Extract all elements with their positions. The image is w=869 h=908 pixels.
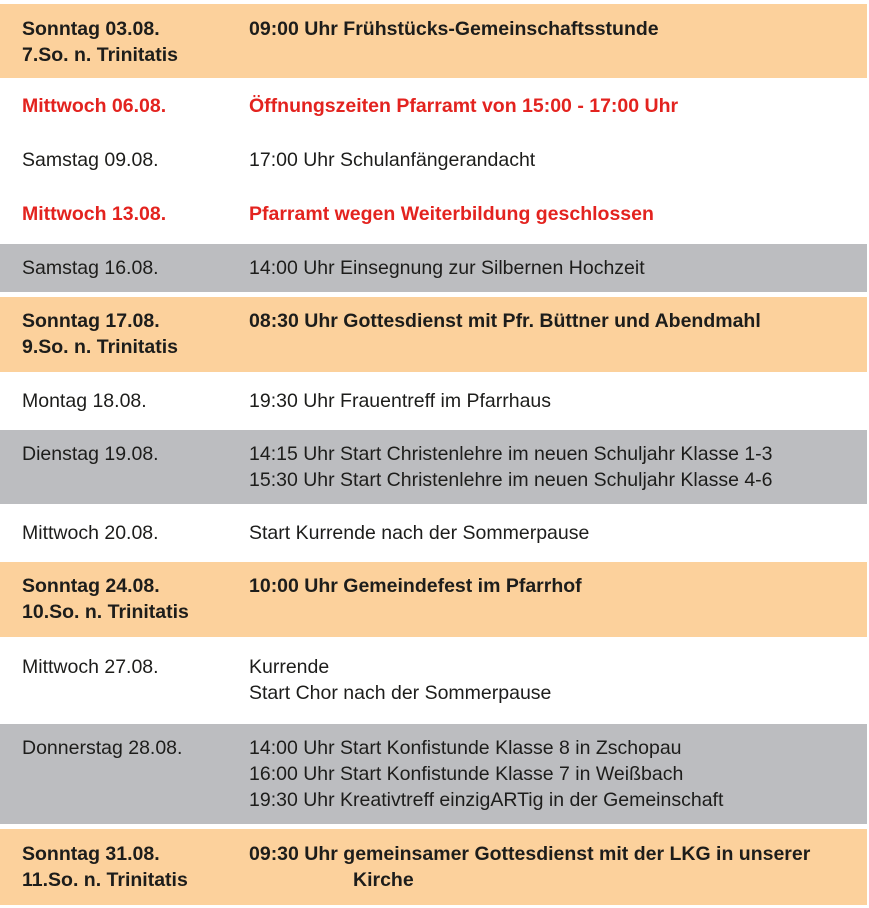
- row-event: 09:30 Uhr gemeinsamer Gottesdienst mit der LKG in unserer Kirche: [249, 843, 811, 891]
- row-date: Sonntag 31.08. 11.So. n. Trinitatis: [22, 843, 188, 891]
- row-event: 14:00 Uhr Start Konfistunde Klasse 8 in Zschopau 16:00 Uhr Start Konfistunde Klasse 7 in Weißbach 19:30 Uhr Kreativtreff einzigARTig in der Gemeinschaft: [249, 737, 724, 811]
- row-event: 19:30 Uhr Frauentreff im Pfarrhaus: [249, 390, 552, 412]
- row-event: Start Kurrende nach der Sommerpause: [249, 522, 590, 544]
- schedule-row-wednesday-2708: [0, 637, 867, 724]
- row-event: Pfarramt wegen Weiterbildung geschlossen: [249, 203, 654, 225]
- schedule-row-sunday-3108: [0, 829, 867, 905]
- row-date: Donnerstag 28.08.: [22, 737, 183, 759]
- schedule-row-wednesday-2008: [0, 504, 867, 562]
- row-event: 14:00 Uhr Einsegnung zur Silbernen Hochzeit: [249, 257, 645, 279]
- schedule-row-sunday-1708: [0, 297, 867, 372]
- row-date: Samstag 09.08.: [22, 149, 159, 171]
- row-event: 17:00 Uhr Schulanfängerandacht: [249, 149, 536, 171]
- row-date: Mittwoch 06.08.: [22, 95, 167, 117]
- row-event: 09:00 Uhr Frühstücks-Gemeinschaftsstunde: [249, 18, 659, 40]
- schedule-row-sunday-0308: [0, 4, 867, 78]
- row-date: Sonntag 03.08. 7.So. n. Trinitatis: [22, 18, 179, 66]
- row-event: Kurrende Start Chor nach der Sommerpause: [249, 656, 552, 704]
- row-date: Mittwoch 27.08.: [22, 656, 159, 678]
- schedule-row-wednesday-1308: [0, 186, 867, 244]
- row-event: 14:15 Uhr Start Christenlehre im neuen Schuljahr Klasse 1-3 15:30 Uhr Start Christenlehre im neuen Schuljahr Klasse 4-6: [249, 443, 773, 491]
- schedule-row-saturday-1608: [0, 244, 867, 292]
- row-date: Dienstag 19.08.: [22, 443, 159, 465]
- schedule-row-saturday-0908: [0, 132, 867, 186]
- row-date: Sonntag 17.08. 9.So. n. Trinitatis: [22, 310, 179, 358]
- row-date: Montag 18.08.: [22, 390, 147, 412]
- row-date: Mittwoch 13.08.: [22, 203, 167, 225]
- schedule-row-sunday-2408: [0, 562, 867, 637]
- row-event: 10:00 Uhr Gemeindefest im Pfarrhof: [249, 575, 582, 597]
- schedule-row-monday-1808: [0, 372, 867, 430]
- row-event: Öffnungszeiten Pfarramt von 15:00 - 17:00 Uhr: [249, 95, 679, 117]
- schedule-row-wednesday-0608: [0, 78, 867, 132]
- schedule-row-tuesday-1908: [0, 430, 867, 504]
- row-date: Sonntag 24.08. 10.So. n. Trinitatis: [22, 575, 189, 623]
- row-date: Mittwoch 20.08.: [22, 522, 159, 544]
- row-event: 08:30 Uhr Gottesdienst mit Pfr. Büttner und Abendmahl: [249, 310, 761, 332]
- schedule-row-thursday-2808: [0, 724, 867, 824]
- row-date: Samstag 16.08.: [22, 257, 159, 279]
